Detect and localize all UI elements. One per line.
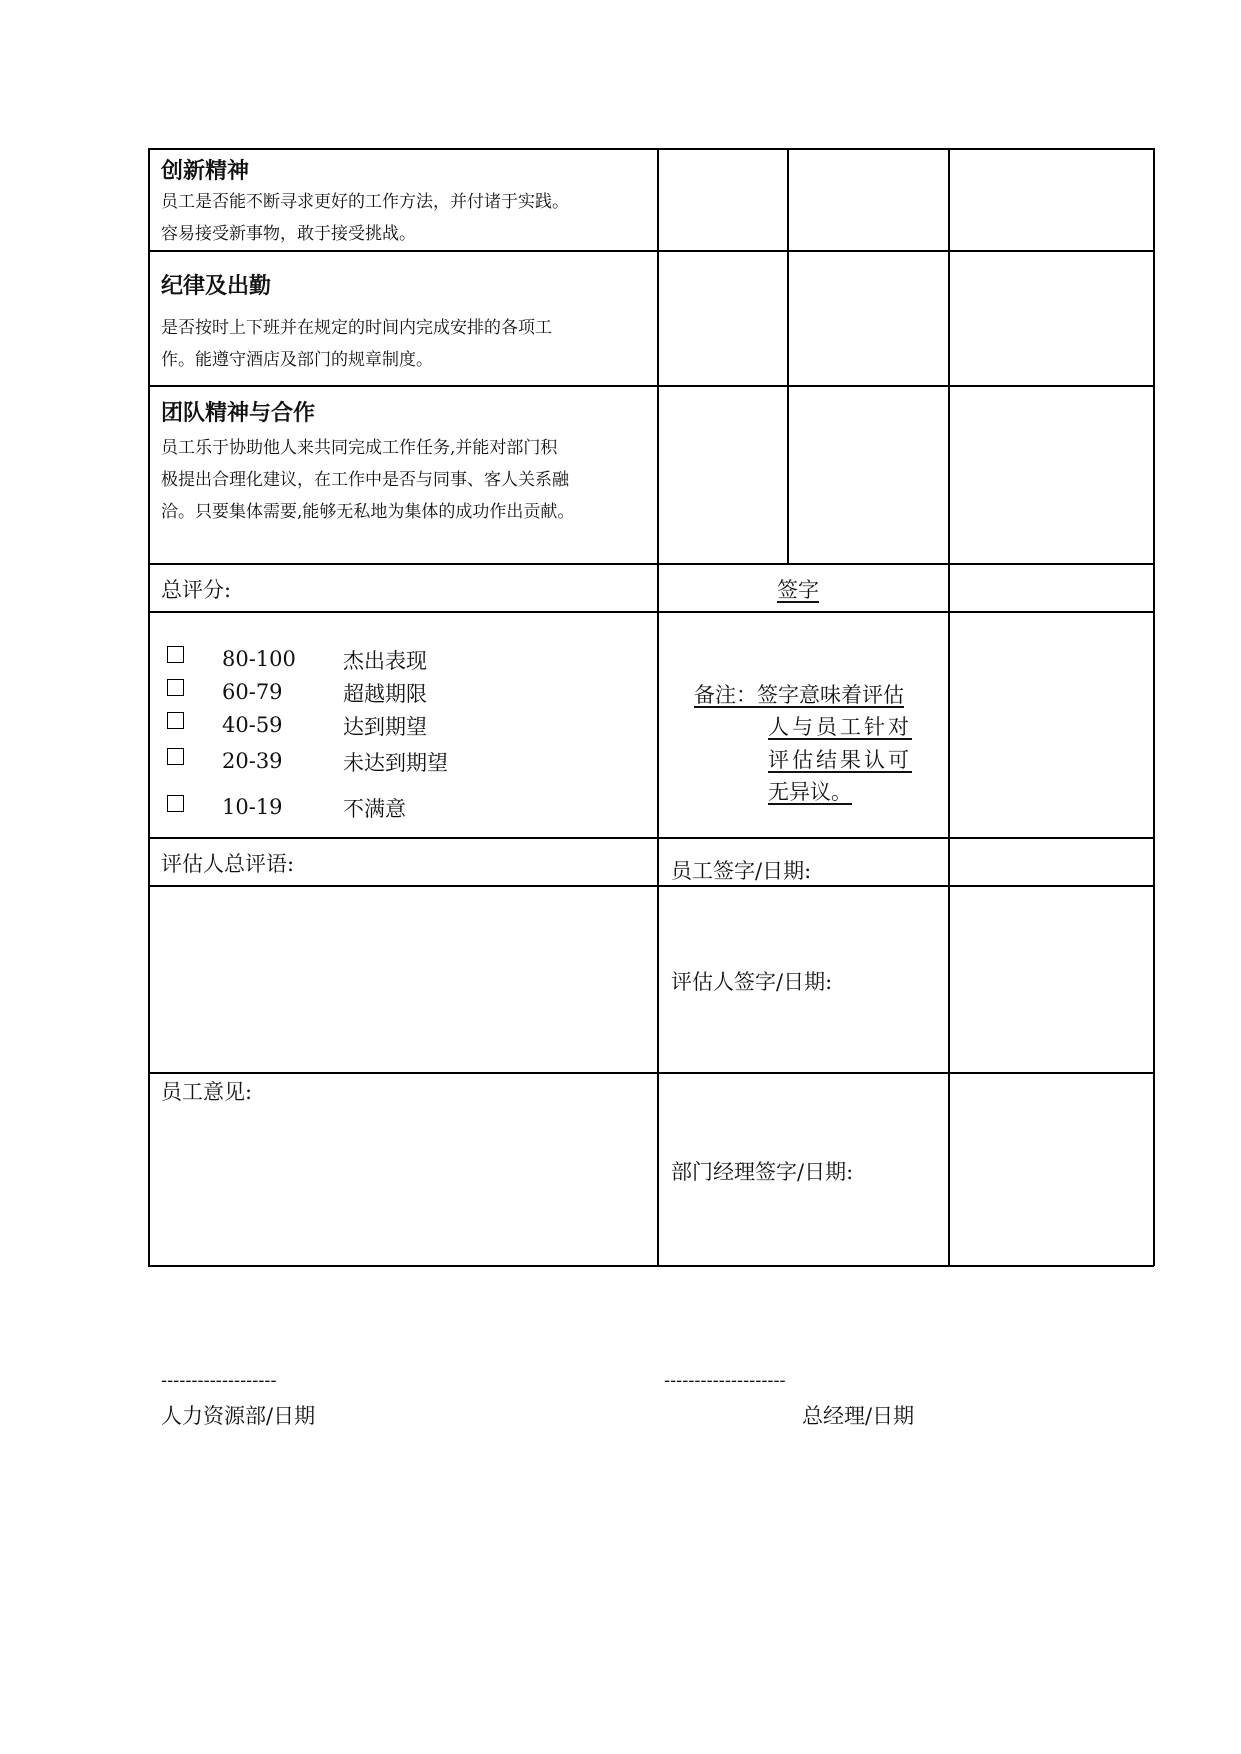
gm-date-label: 总经理/日期 xyxy=(802,1404,915,1428)
checkbox-60-79[interactable] xyxy=(167,679,184,696)
total-score-label: 总评分: xyxy=(161,578,232,602)
option-text: 不满意 xyxy=(343,797,406,821)
note-line: 评估结果认可 xyxy=(768,748,912,772)
option-range: 20-39 xyxy=(222,749,283,773)
checkbox-80-100[interactable] xyxy=(167,646,184,663)
desc-line: 洽。只要集体需要,能够无私地为集体的成功作出贡献。 xyxy=(161,502,575,522)
criterion-title-innovation: 创新精神 xyxy=(161,159,250,184)
option-text: 未达到期望 xyxy=(343,751,448,775)
evaluator-signature-label: 评估人签字/日期: xyxy=(671,970,833,994)
criterion-desc-innovation xyxy=(161,186,569,250)
option-text: 超越期限 xyxy=(343,682,427,706)
dept-manager-signature-label: 部门经理签字/日期: xyxy=(671,1160,854,1184)
criterion-desc-teamwork xyxy=(161,432,574,528)
checkbox-20-39[interactable] xyxy=(167,748,184,765)
desc-line: 是否按时上下班并在规定的时间内完成安排的各项工 xyxy=(161,318,552,338)
desc-line: 容易接受新事物，敢于接受挑战。 xyxy=(161,224,416,244)
desc-line: 员工是否能不断寻求更好的工作方法，并付诸于实践。 xyxy=(161,192,569,212)
checkbox-40-59[interactable] xyxy=(167,712,184,729)
evaluator-comment-label: 评估人总评语: xyxy=(161,852,295,876)
gm-signature-line: -------------------- xyxy=(664,1370,786,1391)
option-range: 80-100 xyxy=(222,647,296,671)
option-range: 10-19 xyxy=(222,795,283,819)
desc-line: 员工乐于协助他人来共同完成工作任务,并能对部门积 xyxy=(161,438,558,458)
desc-line: 极提出合理化建议，在工作中是否与同事、客人关系融 xyxy=(161,470,569,490)
option-text: 杰出表现 xyxy=(343,649,427,673)
criterion-title-teamwork: 团队精神与合作 xyxy=(161,401,316,426)
criterion-desc-discipline xyxy=(161,312,552,376)
note-line: 无异议。 xyxy=(768,780,852,804)
employee-signature-label: 员工签字/日期: xyxy=(671,859,812,883)
option-range: 60-79 xyxy=(222,680,283,704)
desc-line: 作。能遵守酒店及部门的规章制度。 xyxy=(161,350,433,370)
option-text: 达到期望 xyxy=(343,715,427,739)
employee-opinion-label: 员工意见: xyxy=(161,1080,253,1104)
hr-signature-line: ------------------- xyxy=(161,1370,277,1391)
note-line: 备注：签字意味着评估 xyxy=(694,683,904,707)
note-line: 人与员工针对 xyxy=(768,715,912,739)
checkbox-10-19[interactable] xyxy=(167,795,184,812)
hr-date-label: 人力资源部/日期 xyxy=(161,1404,316,1428)
option-range: 40-59 xyxy=(222,713,283,737)
signature-header: 签字 xyxy=(777,578,819,602)
criterion-title-discipline: 纪律及出勤 xyxy=(161,274,272,299)
